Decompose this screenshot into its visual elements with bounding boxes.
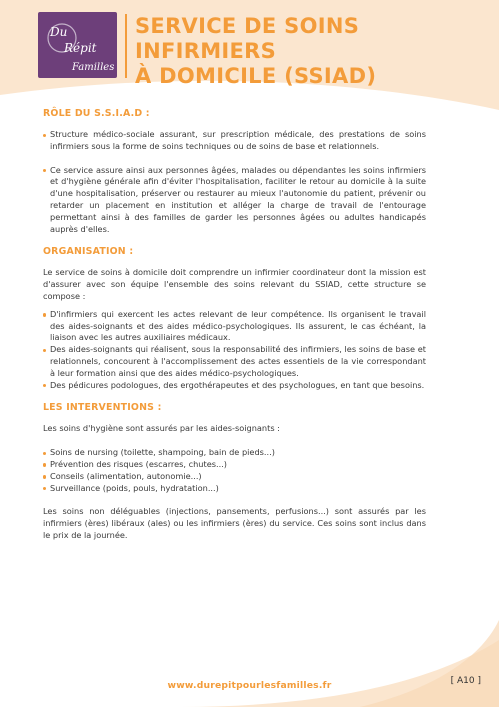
bullet-icon — [43, 475, 46, 478]
page-number: [ A10 ] — [450, 676, 481, 686]
list-item-text: Surveillance (poids, pouls, hydratation...) — [50, 482, 219, 493]
bullet-icon — [43, 452, 46, 455]
logo-repit: Répit — [64, 41, 97, 55]
role-heading: RÔLE DU S.S.I.A.D : — [43, 108, 150, 119]
list-item-text: Conseils (alimentation, autonomie...) — [50, 470, 202, 481]
bullet-icon — [43, 349, 46, 352]
list-item — [43, 471, 426, 483]
list-item-text: Des aides-soignants qui réalisent, sous la responsabilité des infirmiers, les soins de base et relationnels, concourent à l'accomplissement des actes essentiels de la vie correspondant à leur formation ainsi que des aides médico-psychologiques. — [50, 344, 426, 378]
list-item — [43, 447, 426, 459]
list-item — [43, 165, 426, 236]
interventions-outro: Les soins non déléguables (injections, pansements, perfusions...) sont assurés par les infirmiers (ères) libéraux (ales) ou les infirmiers (ères) du service. Ces soins sont inclus dans le prix de la journée. — [43, 506, 426, 540]
title-line-1: SERVICE DE SOINS INFIRMIERS — [135, 14, 360, 63]
organisation-list — [43, 309, 426, 392]
bullet-icon — [43, 313, 46, 316]
organisation-heading: ORGANISATION : — [43, 246, 134, 258]
role-list — [43, 129, 426, 235]
list-item — [43, 129, 426, 153]
list-item — [43, 380, 426, 392]
list-item-text: Soins de nursing (toilette, shampoing, bain de pieds...) — [50, 447, 275, 458]
organisation-intro: Le service de soins à domicile doit comprendre un infirmier coordinateur dont la mission est d'assurer avec son équipe l'ensemble des soins relevant du SSIAD, cette structure se compose : — [43, 267, 426, 301]
list-item-text: Ce service assure ainsi aux personnes âgées, malades ou dépendantes les soins infirmiers et d'hygiène générale afin d'éviter l'hospitalisation, faciliter le retour au domicile à la suite d'une hospitalisation, préserver ou restaurer au mieux l'autonomie du patient, prévenir ou retarder un placement en institution et alléger la charge de travail de l'entourage permettant ainsi à des familles de garder les personnes âgées ou adultes handicapés auprès d'elles. — [50, 164, 426, 234]
bullet-icon — [43, 384, 46, 387]
bullet-icon — [43, 169, 46, 172]
title-line-2: À DOMICILE (SSIAD) — [135, 64, 377, 88]
bullet-icon — [43, 487, 46, 490]
interventions-list — [43, 447, 426, 494]
list-item — [43, 344, 426, 379]
bullet-icon — [43, 463, 46, 466]
list-item-text: Prévention des risques (escarres, chutes...) — [50, 458, 228, 469]
page-title — [135, 14, 495, 89]
logo-du: Du — [50, 25, 68, 39]
list-item — [43, 459, 426, 471]
website-link[interactable]: www.durepitpourlesfamilles.fr — [167, 680, 332, 691]
interventions-intro: Les soins d'hygiène sont assurés par les aides-soignants : — [43, 423, 280, 434]
logo — [38, 12, 117, 78]
bullet-icon — [43, 134, 46, 137]
header-divider — [125, 14, 127, 78]
interventions-heading: LES INTERVENTIONS : — [43, 402, 162, 414]
list-item-text: Des pédicures podologues, des ergothérapeutes et des psychologues, en tant que besoins. — [50, 379, 425, 390]
list-item-text: Structure médico-sociale assurant, sur prescription médicale, des prestations de soins infirmiers sous la forme de soins techniques ou de soins de base et relationnels. — [50, 129, 426, 151]
list-item — [43, 483, 426, 495]
list-item-text: D'infirmiers qui exercent les actes relevant de leur compétence. Ils organisent le travail des aides-soignants et des aides médico-psychologiques. Ils assurent, le cas échéant, la liaison avec les autres auxiliaires médicaux. — [50, 308, 426, 343]
page-content — [43, 108, 426, 542]
logo-familles: Familles — [72, 62, 115, 73]
list-item — [43, 309, 426, 344]
